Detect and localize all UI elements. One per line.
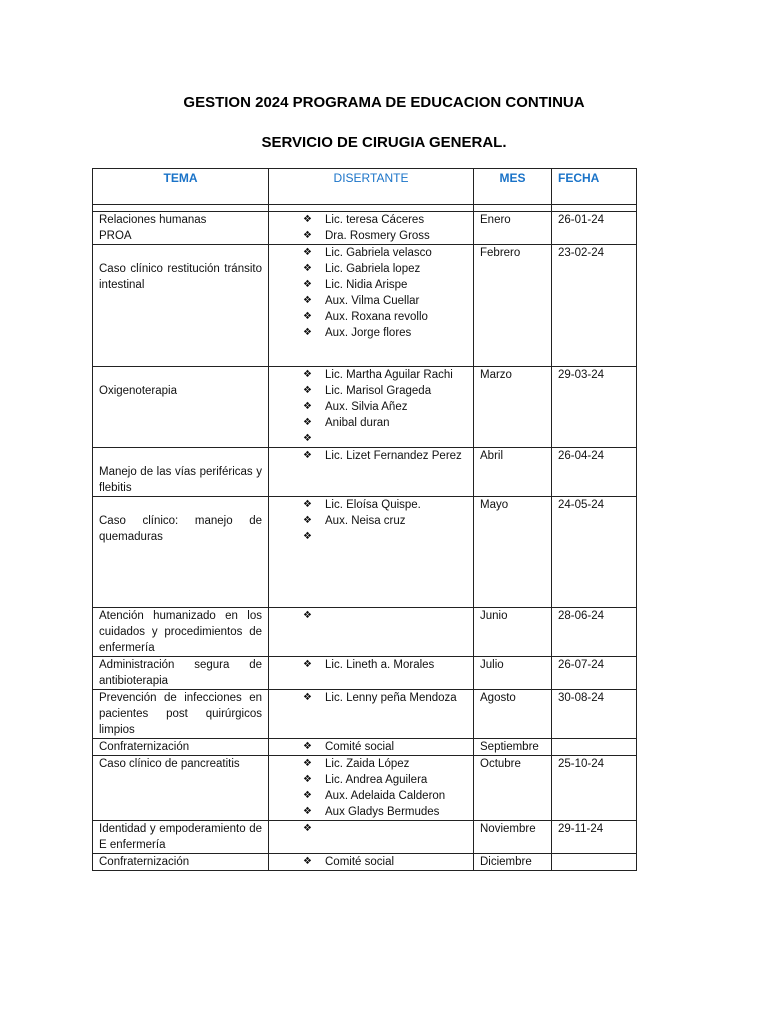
- tema-text: Confraternización: [99, 856, 190, 868]
- diamond-bullet-icon: ❖: [303, 499, 312, 510]
- speaker-name: Lic. Marisol Grageda: [325, 385, 432, 397]
- diamond-bullet-icon: ❖: [303, 369, 312, 380]
- speaker-list: [275, 690, 467, 706]
- speaker-list: [275, 245, 467, 341]
- speaker-name: Comité social: [325, 741, 395, 753]
- speaker-name: Lic. Gabriela lopez: [325, 263, 421, 275]
- speaker-item: [303, 756, 467, 772]
- cell-fecha: 29-03-24: [552, 367, 637, 448]
- diamond-bullet-icon: ❖: [303, 311, 312, 322]
- cell-fecha: 26-07-24: [552, 657, 637, 690]
- speaker-name: Lic. Lineth a. Morales: [325, 659, 435, 671]
- speaker-name: Lic. Andrea Aguilera: [325, 774, 428, 786]
- speaker-item: [303, 277, 467, 293]
- tema-text: Manejo de las vías periféricas y flebitis: [99, 466, 262, 494]
- diamond-bullet-icon: ❖: [303, 774, 312, 785]
- speaker-name: Lic. teresa Cáceres: [325, 214, 425, 226]
- speaker-item: [303, 739, 467, 755]
- cell-fecha: 25-10-24: [552, 756, 637, 821]
- cell-mes: Septiembre: [474, 739, 552, 756]
- speaker-name: Aux Gladys Bermudes: [325, 806, 440, 818]
- cell-tema: [93, 690, 269, 739]
- cell-mes: Diciembre: [474, 854, 552, 871]
- cell-disertante: [269, 212, 474, 245]
- speaker-item: [303, 415, 467, 431]
- diamond-bullet-icon: ❖: [303, 401, 312, 412]
- table-row: [93, 367, 637, 448]
- speaker-item: [303, 657, 467, 673]
- speaker-item: [303, 854, 467, 870]
- table-row: [93, 497, 637, 608]
- diamond-bullet-icon: ❖: [303, 856, 312, 867]
- speaker-name: Lic. Eloísa Quispe.: [325, 499, 421, 511]
- speaker-name: Aux. Adelaida Calderon: [325, 790, 446, 802]
- table-row: [93, 690, 637, 739]
- speaker-item: [303, 245, 467, 261]
- speaker-item: [303, 212, 467, 228]
- speaker-list: [275, 497, 467, 545]
- diamond-bullet-icon: ❖: [303, 295, 312, 306]
- cell-tema: [93, 739, 269, 756]
- table-row: [93, 821, 637, 854]
- cell-fecha: [552, 854, 637, 871]
- diamond-bullet-icon: ❖: [303, 741, 312, 752]
- speaker-name: Dra. Rosmery Gross: [325, 230, 430, 242]
- speaker-item: [303, 399, 467, 415]
- diamond-bullet-icon: ❖: [303, 417, 312, 428]
- cell-fecha: 26-01-24: [552, 212, 637, 245]
- speaker-item: [303, 228, 467, 244]
- diamond-bullet-icon: ❖: [303, 806, 312, 817]
- cell-disertante: [269, 448, 474, 497]
- tema-text: Caso clínico de pancreatitis: [99, 758, 240, 770]
- speaker-item: [303, 293, 467, 309]
- speaker-item: [303, 448, 467, 464]
- cell-fecha: 29-11-24: [552, 821, 637, 854]
- speaker-name: Aux. Silvia Añez: [325, 401, 408, 413]
- diamond-bullet-icon: ❖: [303, 327, 312, 338]
- speaker-list: [275, 657, 467, 673]
- speaker-item: [303, 529, 467, 545]
- speaker-list: [275, 608, 467, 624]
- cell-disertante: [269, 854, 474, 871]
- tema-text: Prevención de infecciones en pacientes post quirúrgicos limpios: [99, 692, 262, 736]
- cell-mes: Junio: [474, 608, 552, 657]
- speaker-item: [303, 772, 467, 788]
- table-row: [93, 854, 637, 871]
- table-header-row: [93, 169, 637, 205]
- speaker-list: [275, 448, 467, 464]
- speaker-item: [303, 383, 467, 399]
- diamond-bullet-icon: ❖: [303, 515, 312, 526]
- cell-fecha: 23-02-24: [552, 245, 637, 367]
- speaker-name: Aux. Jorge flores: [325, 327, 412, 339]
- header-tema: TEMA: [93, 169, 269, 205]
- speaker-list: [275, 854, 467, 870]
- cell-mes: Julio: [474, 657, 552, 690]
- diamond-bullet-icon: ❖: [303, 230, 312, 241]
- speaker-name: Lic. Zaida López: [325, 758, 410, 770]
- cell-mes: Noviembre: [474, 821, 552, 854]
- speaker-list: [275, 756, 467, 820]
- speaker-item: [303, 690, 467, 706]
- diamond-bullet-icon: ❖: [303, 450, 312, 461]
- speaker-name: Comité social: [325, 856, 395, 868]
- cell-fecha: 28-06-24: [552, 608, 637, 657]
- speaker-list: [275, 367, 467, 447]
- speaker-name: Lic. Gabriela velasco: [325, 247, 432, 259]
- cell-tema: [93, 608, 269, 657]
- speaker-item: [303, 261, 467, 277]
- cell-disertante: [269, 821, 474, 854]
- cell-tema: [93, 821, 269, 854]
- table-row: [93, 245, 637, 367]
- speaker-name: Lic. Nidia Arispe: [325, 279, 408, 291]
- diamond-bullet-icon: ❖: [303, 610, 312, 621]
- cell-tema: [93, 367, 269, 448]
- cell-mes: Abril: [474, 448, 552, 497]
- program-table: [92, 168, 637, 871]
- cell-fecha: 26-04-24: [552, 448, 637, 497]
- cell-tema: [93, 657, 269, 690]
- cell-disertante: [269, 739, 474, 756]
- cell-mes: Febrero: [474, 245, 552, 367]
- cell-disertante: [269, 756, 474, 821]
- speaker-item: [303, 367, 467, 383]
- tema-text: Atención humanizado en los cuidados y procedimientos de enfermería: [99, 610, 262, 654]
- cell-mes: Mayo: [474, 497, 552, 608]
- speaker-name: Anibal duran: [325, 417, 390, 429]
- tema-text: Caso clínico restitución tránsito intestinal: [99, 263, 262, 291]
- diamond-bullet-icon: ❖: [303, 823, 312, 834]
- cell-tema: [93, 854, 269, 871]
- table-row: [93, 756, 637, 821]
- cell-fecha: [552, 739, 637, 756]
- table-row: [93, 608, 637, 657]
- speaker-name: Aux. Vilma Cuellar: [325, 295, 420, 307]
- speaker-list: [275, 821, 467, 837]
- cell-disertante: [269, 608, 474, 657]
- diamond-bullet-icon: ❖: [303, 279, 312, 290]
- cell-disertante: [269, 497, 474, 608]
- speaker-item: [303, 309, 467, 325]
- cell-mes: Octubre: [474, 756, 552, 821]
- cell-tema: [93, 756, 269, 821]
- header-mes: MES: [474, 169, 552, 205]
- diamond-bullet-icon: ❖: [303, 758, 312, 769]
- header-fecha: FECHA: [552, 169, 637, 205]
- cell-mes: Enero: [474, 212, 552, 245]
- speaker-item: [303, 788, 467, 804]
- document-subtitle: SERVICIO DE CIRUGIA GENERAL.: [261, 134, 507, 151]
- speaker-list: [275, 212, 467, 244]
- speaker-name: Lic. Lenny peña Mendoza: [325, 692, 457, 704]
- speaker-item: [303, 497, 467, 513]
- tema-text: Oxigenoterapia: [99, 385, 177, 397]
- speaker-item: [303, 513, 467, 529]
- cell-tema: [93, 245, 269, 367]
- tema-text: Confraternización: [99, 741, 190, 753]
- speaker-list: [275, 739, 467, 755]
- speaker-item: [303, 821, 467, 837]
- diamond-bullet-icon: ❖: [303, 692, 312, 703]
- diamond-bullet-icon: ❖: [303, 385, 312, 396]
- diamond-bullet-icon: ❖: [303, 433, 312, 444]
- diamond-bullet-icon: ❖: [303, 263, 312, 274]
- tema-text: Relaciones humanas PROA: [99, 214, 207, 242]
- table-row: [93, 739, 637, 756]
- diamond-bullet-icon: ❖: [303, 531, 312, 542]
- speaker-item: [303, 804, 467, 820]
- cell-fecha: 30-08-24: [552, 690, 637, 739]
- cell-disertante: [269, 245, 474, 367]
- tema-text: Caso clínico: manejo de quemaduras: [99, 515, 262, 543]
- cell-disertante: [269, 690, 474, 739]
- speaker-name: Aux. Roxana revollo: [325, 311, 428, 323]
- spacer-row: [93, 205, 637, 212]
- diamond-bullet-icon: ❖: [303, 659, 312, 670]
- cell-disertante: [269, 657, 474, 690]
- cell-mes: Marzo: [474, 367, 552, 448]
- cell-fecha: 24-05-24: [552, 497, 637, 608]
- tema-text: Identidad y empoderamiento de E enfermería: [99, 823, 262, 851]
- diamond-bullet-icon: ❖: [303, 247, 312, 258]
- cell-tema: [93, 212, 269, 245]
- cell-tema: [93, 497, 269, 608]
- diamond-bullet-icon: ❖: [303, 790, 312, 801]
- speaker-item: [303, 608, 467, 624]
- header-disertante: DISERTANTE: [269, 169, 474, 205]
- speaker-name: Lic. Lizet Fernandez Perez: [325, 450, 462, 462]
- speaker-item: [303, 431, 467, 447]
- speaker-item: [303, 325, 467, 341]
- cell-tema: [93, 448, 269, 497]
- table-row: [93, 212, 637, 245]
- tema-text: Administración segura de antibioterapia: [99, 659, 262, 687]
- speaker-name: Lic. Martha Aguilar Rachi: [325, 369, 453, 381]
- document-title: GESTION 2024 PROGRAMA DE EDUCACION CONTINUA: [183, 94, 585, 111]
- diamond-bullet-icon: ❖: [303, 214, 312, 225]
- cell-mes: Agosto: [474, 690, 552, 739]
- table-row: [93, 657, 637, 690]
- cell-disertante: [269, 367, 474, 448]
- speaker-name: Aux. Neisa cruz: [325, 515, 406, 527]
- table-row: [93, 448, 637, 497]
